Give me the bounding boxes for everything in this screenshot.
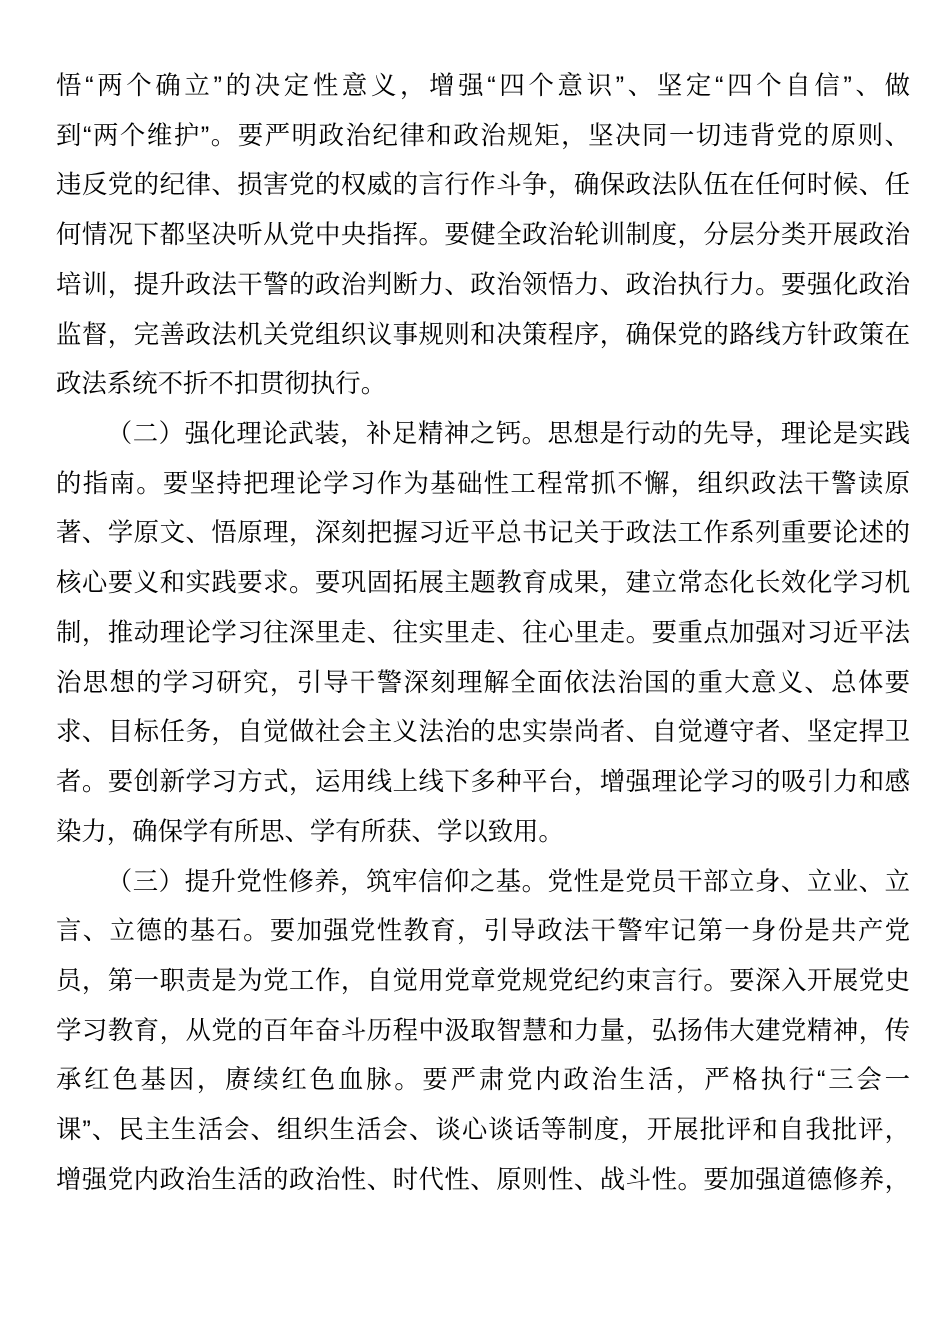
- text-line: 求、目标任务，自觉做社会主义法治的忠实崇尚者、自觉遵守者、坚定捍卫: [56, 718, 910, 747]
- text-line: 治思想的学习研究，引导干警深刻理解全面依法治国的重大意义、总体要: [56, 668, 910, 697]
- text-line: 言、立德的基石。要加强党性教育，引导政法干警牢记第一身份是共产党: [56, 917, 910, 946]
- text-line: 课”、民主生活会、组织生活会、谈心谈话等制度，开展批评和自我批评，: [56, 1116, 910, 1145]
- text-line: 监督，完善政法机关党组织议事规则和决策程序，确保党的路线方针政策在: [56, 320, 910, 349]
- text-line: 员，第一职责是为党工作，自觉用党章党规党纪约束言行。要深入开展党史: [56, 966, 910, 995]
- text-line: 著、学原文、悟原理，深刻把握习近平总书记关于政法工作系列重要论述的: [56, 519, 910, 548]
- text-line: 培训，提升政法干警的政治判断力、政治领悟力、政治执行力。要强化政治: [56, 270, 910, 299]
- text-line: 染力，确保学有所思、学有所获、学以致用。: [56, 817, 564, 846]
- text-line: 悟“两个确立”的决定性意义，增强“四个意识”、坚定“四个自信”、做: [56, 72, 910, 100]
- text-line: 学习教育，从党的百年奋斗历程中汲取智慧和力量，弘扬伟大建党精神，传: [56, 1016, 910, 1045]
- text-line: 到“两个维护”。要严明政治纪律和政治规矩，坚决同一切违背党的原则、: [56, 121, 910, 150]
- text-line: 制，推动理论学习往深里走、往实里走、往心里走。要重点加强对习近平法: [56, 618, 910, 647]
- document-body: [56, 62, 910, 1206]
- text-line: 核心要义和实践要求。要巩固拓展主题教育成果，建立常态化长效化学习机: [56, 569, 910, 598]
- text-line: 的指南。要坚持把理论学习作为基础性工程常抓不懈，组织政法干警读原: [56, 469, 910, 498]
- text-line: 增强党内政治生活的政治性、时代性、原则性、战斗性。要加强道德修养，: [56, 1165, 910, 1194]
- text-line: （二）强化理论武装，补足精神之钙。思想是行动的先导，理论是实践: [106, 420, 910, 449]
- text-line: 承红色基因，赓续红色血脉。要严肃党内政治生活，严格执行“三会一: [56, 1066, 910, 1095]
- text-line: 何情况下都坚决听从党中央指挥。要健全政治轮训制度，分层分类开展政治: [56, 221, 910, 250]
- text-line: 政法系统不折不扣贯彻执行。: [56, 370, 387, 399]
- text-line: 违反党的纪律、损害党的权威的言行作斗争，确保政法队伍在任何时候、任: [56, 171, 910, 200]
- text-line: 者。要创新学习方式，运用线上线下多种平台，增强理论学习的吸引力和感: [56, 768, 910, 797]
- text-line: （三）提升党性修养，筑牢信仰之基。党性是党员干部立身、立业、立: [106, 867, 910, 896]
